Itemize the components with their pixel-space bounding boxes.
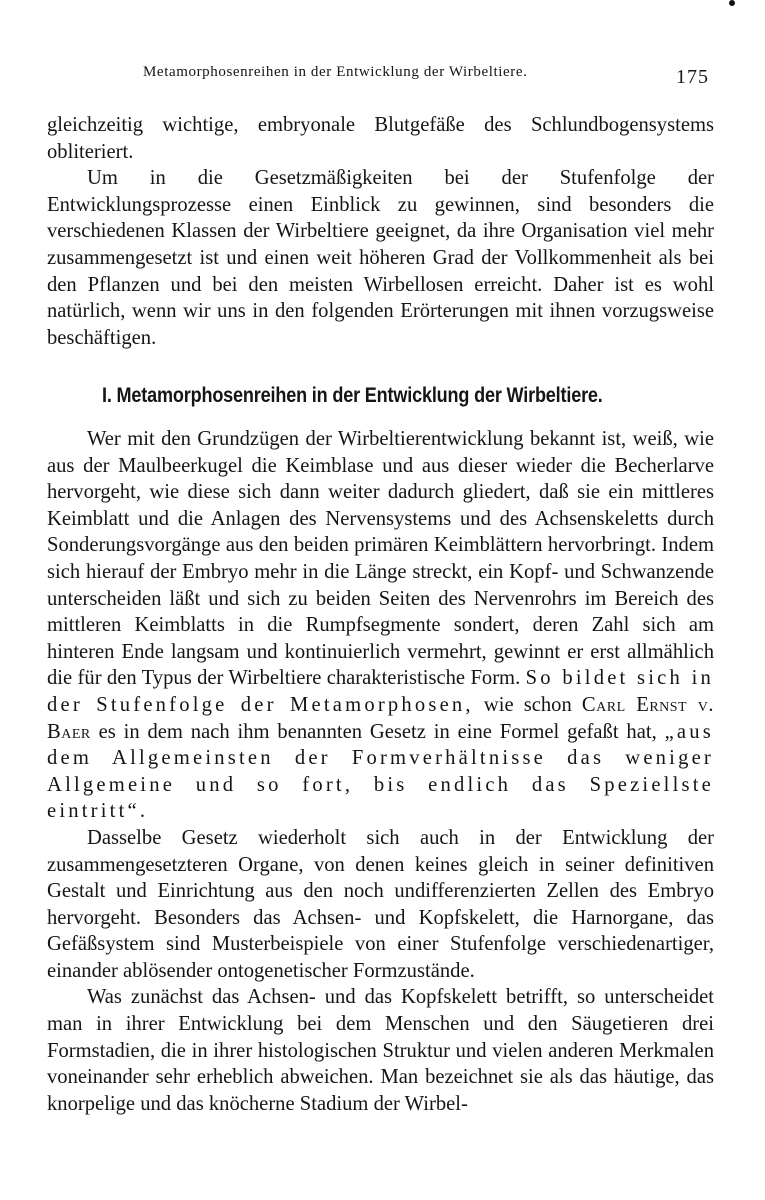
paragraph bbox=[47, 426, 714, 825]
section-heading: I. Metamorphosenreihen in der Entwicklung der Wirbeltiere. bbox=[102, 384, 603, 407]
running-head: Metamorphosenreihen in der Entwicklung der Wirbeltiere. bbox=[143, 64, 528, 80]
text-run: Wer mit den Grundzügen der Wirbeltierentwicklung bekannt ist, weiß, wie aus der Maulbeerkugel die Keimblase und aus dieser wieder die Becherlarve hervorgeht, wie diese sich dann weiter dadurch gliedert, daß sie ein mittleres Keimblatt und die Anlagen des Nervensystems und des Achsenskeletts durch Sonderungsvorgänge aus den beiden primären Keimblättern hervorbringt. Indem sich hierauf der Embryo mehr in die Länge streckt, ein Kopf- und Schwanzende unterscheiden läßt und sich zu beiden Seiten des Nervenrohrs im Bereich des mittleren Keimblatts in die Rumpfsegmente sondert, deren Zahl sich am hinteren Ende langsam und kontinuierlich vermehrt, gewinnt er erst allmählich die für den Typus der Wirbeltiere charakteristische Form. bbox=[47, 428, 714, 690]
paragraph: Dasselbe Gesetz wiederholt sich auch in der Entwicklung der zusammengesetzteren Organe, von denen keines gleich in seiner definitiven Gestalt und Einrichtung aus den noch undifferenzierten Zellen des Embryo hervorgeht. Besonders das Achsen- und Kopfskelett, die Harnorgane, das Gefäßsystem sind Musterbeispiele von einer Stufenfolge verschiedenartiger, einander ablösender ontogenetischer Formzustände. bbox=[47, 826, 714, 982]
page-number: 175 bbox=[676, 66, 709, 88]
quotation: „aus dem Allgemeinsten der Formverhältnisse das weniger Allgemeine und so fort, bis endlich das Speziellste eintritt“. bbox=[47, 720, 714, 823]
author-name: Carl Ernst v. Baer bbox=[47, 693, 714, 743]
intro-text bbox=[47, 112, 714, 351]
paragraph: Um in die Gesetzmäßigkeiten bei der Stufenfolge der Entwicklungsprozesse einen Einblick zu gewinnen, sind besonders die verschiedenen Klassen der Wirbeltiere geeignet, da ihre Organisation viel mehr zusammengesetzt ist und einen weit höheren Grad der Vollkommenheit als bei den Pflanzen und bei den meisten Wirbellosen erreicht. Daher ist es wohl natürlich, wenn wir uns in den folgenden Erörterungen mit ihnen vorzugsweise beschäftigen. bbox=[47, 167, 714, 349]
text-run: es in dem nach ihm benannten Gesetz in eine Formel gefaßt hat, bbox=[98, 720, 657, 743]
text-run: wie schon bbox=[483, 693, 572, 716]
paragraph: Was zunächst das Achsen- und das Kopfskelett betrifft, so unterscheidet man in ihrer Entwicklung bei dem Menschen und den Säugetieren drei Formstadien, die in ihrer histologischen Struktur und vielen anderen Merkmalen voneinander sehr erheblich abweichen. Man bezeichnet sie als das häutige, das knorpelige und das knöcherne Stadium der Wirbel- bbox=[47, 986, 714, 1115]
print-mark bbox=[729, 0, 735, 6]
paragraph: gleichzeitig wichtige, embryonale Blutgefäße des Schlundbogensystems obliteriert. bbox=[47, 114, 714, 163]
section-text bbox=[47, 426, 714, 1117]
emphasized-text: So bildet sich in der Stufenfolge der Metamorphosen, bbox=[47, 667, 715, 716]
